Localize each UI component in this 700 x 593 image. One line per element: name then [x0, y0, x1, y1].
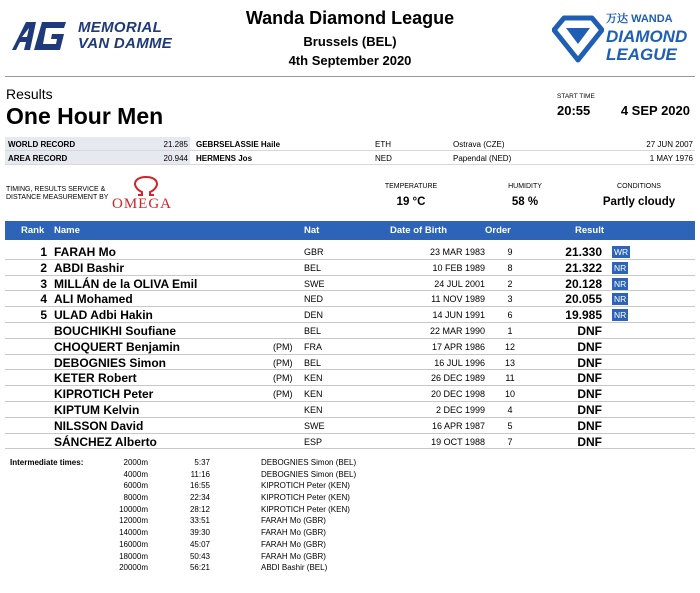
start-time-label: START TIME	[557, 93, 595, 100]
dob-cell: 20 DEC 1998	[430, 389, 485, 400]
athlete-name: MILLÁN de la OLIVA Emil	[54, 276, 198, 291]
order-cell: 8	[507, 262, 513, 273]
result-cell: 20.128	[565, 276, 602, 291]
table-row	[5, 244, 695, 260]
result-cell: DNF	[577, 434, 602, 449]
nat-cell: KEN	[304, 389, 323, 400]
split-distance: 6000m	[123, 481, 148, 491]
split-leader: DEBOGNIES Simon (BEL)	[261, 469, 357, 479]
split-leader: KIPROTICH Peter (KEN)	[261, 504, 350, 514]
conditions-label: CONDITIONS	[617, 183, 661, 190]
nat-cell: BEL	[304, 262, 322, 273]
split-distance: 4000m	[123, 469, 148, 479]
header-rank: Rank	[21, 225, 45, 236]
record-badge: NR	[614, 294, 627, 305]
split-time: 16:55	[189, 481, 210, 491]
intermediate-row	[0, 458, 700, 470]
record-row	[5, 137, 695, 151]
split-leader: DEBOGNIES Simon (BEL)	[261, 458, 357, 467]
temperature-value: 19 °C	[396, 196, 426, 208]
result-cell: DNF	[577, 371, 602, 386]
split-time: 39:30	[189, 528, 210, 538]
order-cell: 4	[507, 404, 513, 415]
header-nat: Nat	[304, 225, 320, 236]
athlete-name: ULAD Adbi Hakin	[54, 308, 153, 323]
split-leader: KIPROTICH Peter (KEN)	[261, 481, 350, 491]
pacemaker-tag: (PM)	[273, 357, 293, 368]
start-time: 20:55	[557, 103, 591, 118]
order-cell: 11	[505, 373, 515, 384]
split-leader: FARAH Mo (GBR)	[261, 528, 326, 538]
rank-cell: 1	[40, 245, 47, 259]
order-cell: 9	[507, 247, 513, 257]
split-leader: KIPROTICH Peter (KEN)	[261, 493, 350, 503]
nat-cell: BEL	[304, 325, 322, 336]
split-distance: 10000m	[119, 504, 148, 514]
nat-cell: ESP	[304, 436, 323, 447]
rank-cell: 4	[40, 292, 47, 307]
record-badge: NR	[614, 310, 627, 321]
split-distance: 20000m	[119, 563, 148, 573]
record-mark: 20.944	[163, 154, 188, 163]
record-row	[5, 151, 695, 165]
nat-cell: KEN	[304, 373, 323, 384]
record-nat: NED	[375, 154, 392, 163]
table-row	[5, 291, 695, 307]
header-dob: Date of Birth	[390, 225, 447, 236]
record-venue: Ostrava (CZE)	[453, 140, 505, 149]
split-time: 33:51	[189, 516, 210, 526]
pacemaker-tag: (PM)	[273, 373, 293, 384]
split-distance: 8000m	[123, 493, 148, 503]
nat-cell: SWE	[304, 420, 325, 431]
athlete-name: CHOQUERT Benjamin	[54, 339, 181, 354]
results-table-header	[5, 221, 695, 240]
result-cell: DNF	[577, 339, 602, 354]
start-date: 4 SEP 2020	[620, 103, 690, 118]
order-cell: 10	[504, 389, 515, 400]
dob-cell: 23 MAR 1983	[429, 247, 485, 257]
split-distance: 18000m	[119, 551, 148, 561]
nat-cell: GBR	[304, 247, 324, 257]
athlete-name: SÁNCHEZ Alberto	[54, 434, 157, 449]
wanda-diamond-league-logo	[552, 8, 694, 72]
record-mark: 21.285	[163, 140, 188, 149]
dob-cell: 17 APR 1986	[431, 341, 485, 352]
split-time: 56:21	[189, 563, 210, 573]
result-cell: 19.985	[565, 308, 602, 323]
table-row	[5, 386, 695, 402]
split-distance: 16000m	[119, 539, 148, 549]
athlete-name: KIPTUM Kelvin	[54, 402, 140, 417]
table-row	[5, 434, 695, 450]
dob-cell: 10 FEB 1989	[432, 262, 485, 273]
record-date: 27 JUN 2007	[646, 140, 693, 149]
intermediate-label: Intermediate times:	[10, 458, 84, 467]
table-row	[5, 260, 695, 276]
meeting-title: Wanda Diamond League	[245, 8, 455, 28]
athlete-name: ABDI Bashir	[54, 260, 125, 275]
dob-cell: 16 APR 1987	[431, 420, 485, 431]
order-cell: 12	[504, 341, 515, 352]
dob-cell: 22 MAR 1990	[429, 325, 485, 336]
record-holder: HERMENS Jos	[196, 154, 253, 163]
athlete-name: KIPROTICH Peter	[54, 387, 154, 402]
record-label: WORLD RECORD	[8, 140, 76, 149]
dob-cell: 14 JUN 1991	[432, 310, 485, 321]
order-cell: 1	[507, 325, 513, 336]
rank-cell: 2	[40, 260, 47, 275]
humidity-label: HUMIDITY	[508, 183, 542, 190]
header-divider	[5, 76, 695, 77]
conditions-value: Partly cloudy	[602, 196, 676, 208]
diamond-icon	[552, 12, 604, 64]
temperature-label: TEMPERATURE	[384, 183, 438, 190]
athlete-name: BOUCHIKHI Soufiane	[54, 323, 177, 338]
intermediate-row	[0, 552, 700, 564]
meeting-city: Brussels (BEL)	[303, 34, 397, 49]
intermediate-times	[0, 458, 700, 575]
omega-text: OMEGA	[112, 196, 172, 212]
order-cell: 5	[507, 420, 513, 431]
header-result: Result	[575, 225, 605, 236]
table-row	[5, 355, 695, 371]
split-distance: 14000m	[119, 528, 148, 538]
result-cell: 20.055	[565, 292, 602, 307]
split-leader: FARAH Mo (GBR)	[261, 516, 326, 526]
logo-text: MEMORIAL VAN DAMME	[78, 19, 173, 52]
dob-cell: 16 JUL 1996	[434, 357, 485, 368]
table-row	[5, 418, 695, 434]
result-cell: DNF	[577, 402, 602, 417]
event-name: One Hour Men	[6, 103, 164, 129]
intermediate-row	[0, 481, 700, 493]
nat-cell: BEL	[304, 357, 322, 368]
rank-cell: 5	[40, 308, 47, 323]
table-row	[5, 370, 695, 386]
record-nat: ETH	[375, 140, 391, 149]
record-venue: Papendal (NED)	[453, 154, 512, 163]
record-badge: NR	[614, 262, 627, 273]
nat-cell: DEN	[304, 310, 324, 321]
pacemaker-tag: (PM)	[273, 341, 293, 352]
table-row	[5, 323, 695, 339]
result-cell: DNF	[577, 355, 602, 370]
result-cell: DNF	[577, 418, 602, 433]
dob-cell: 26 DEC 1989	[430, 373, 485, 384]
record-label: AREA RECORD	[8, 154, 68, 163]
dob-cell: 24 JUL 2001	[434, 278, 485, 289]
split-time: 11:16	[190, 469, 210, 479]
nat-cell: KEN	[304, 404, 323, 415]
dob-cell: 11 NOV 1989	[431, 294, 485, 305]
omega-logo	[110, 176, 182, 212]
table-row	[5, 307, 695, 323]
dob-cell: 2 DEC 1999	[435, 404, 485, 415]
intermediate-row	[0, 505, 700, 517]
result-cell: DNF	[577, 387, 602, 402]
results-table-body	[5, 244, 695, 449]
athlete-name: KETER Robert	[54, 371, 137, 386]
order-cell: 2	[507, 278, 513, 289]
header-order: Order	[485, 225, 511, 236]
split-distance: 2000m	[123, 458, 148, 467]
nat-cell: FRA	[304, 341, 322, 352]
athlete-name: DEBOGNIES Simon	[54, 355, 167, 370]
record-holder: GEBRSELASSIE Haile	[196, 140, 281, 149]
result-cell: DNF	[577, 323, 602, 338]
split-time: 5:37	[194, 458, 210, 467]
dob-cell: 19 OCT 1988	[431, 436, 485, 447]
timing-label: TIMING, RESULTS SERVICE & DISTANCE MEASUREMENT BY	[6, 186, 109, 201]
result-cell: 21.322	[565, 260, 602, 275]
rank-cell: 3	[40, 276, 47, 291]
intermediate-row	[0, 528, 700, 540]
record-badge: WR	[614, 247, 629, 257]
split-time: 28:12	[189, 504, 210, 514]
athlete-name: ALI Mohamed	[54, 292, 133, 307]
intermediate-row	[0, 493, 700, 505]
order-cell: 3	[507, 294, 513, 305]
intermediate-row	[0, 563, 700, 575]
result-cell: 21.330	[565, 245, 602, 259]
meeting-date: 4th September 2020	[288, 53, 412, 68]
split-leader: FARAH Mo (GBR)	[261, 551, 326, 561]
nat-cell: NED	[304, 294, 324, 305]
athlete-name: FARAH Mo	[54, 245, 116, 259]
split-time: 50:43	[189, 551, 210, 561]
header-name: Name	[54, 225, 80, 236]
logo-text: 万达 WANDA DIAMOND LEAGUE	[606, 13, 688, 64]
split-distance: 12000m	[119, 516, 148, 526]
split-time: 22:34	[189, 493, 210, 503]
split-leader: FARAH Mo (GBR)	[261, 539, 326, 549]
records-table	[5, 137, 695, 165]
record-badge: NR	[614, 278, 627, 289]
athlete-name: NILSSON David	[54, 418, 144, 433]
table-row	[5, 339, 695, 355]
nat-cell: SWE	[304, 278, 325, 289]
order-cell: 7	[507, 436, 513, 447]
results-label: Results	[6, 86, 53, 102]
record-date: 1 MAY 1976	[649, 154, 693, 163]
pacemaker-tag: (PM)	[273, 389, 293, 400]
intermediate-row	[0, 540, 700, 552]
split-leader: ABDI Bashir (BEL)	[261, 563, 328, 573]
humidity-value: 58 %	[511, 196, 539, 208]
omega-icon	[110, 176, 182, 198]
split-time: 45:07	[189, 539, 210, 549]
intermediate-row	[0, 516, 700, 528]
order-cell: 6	[507, 310, 513, 321]
table-row	[5, 402, 695, 418]
order-cell: 13	[504, 357, 515, 368]
intermediate-row	[0, 470, 700, 482]
table-row	[5, 276, 695, 292]
